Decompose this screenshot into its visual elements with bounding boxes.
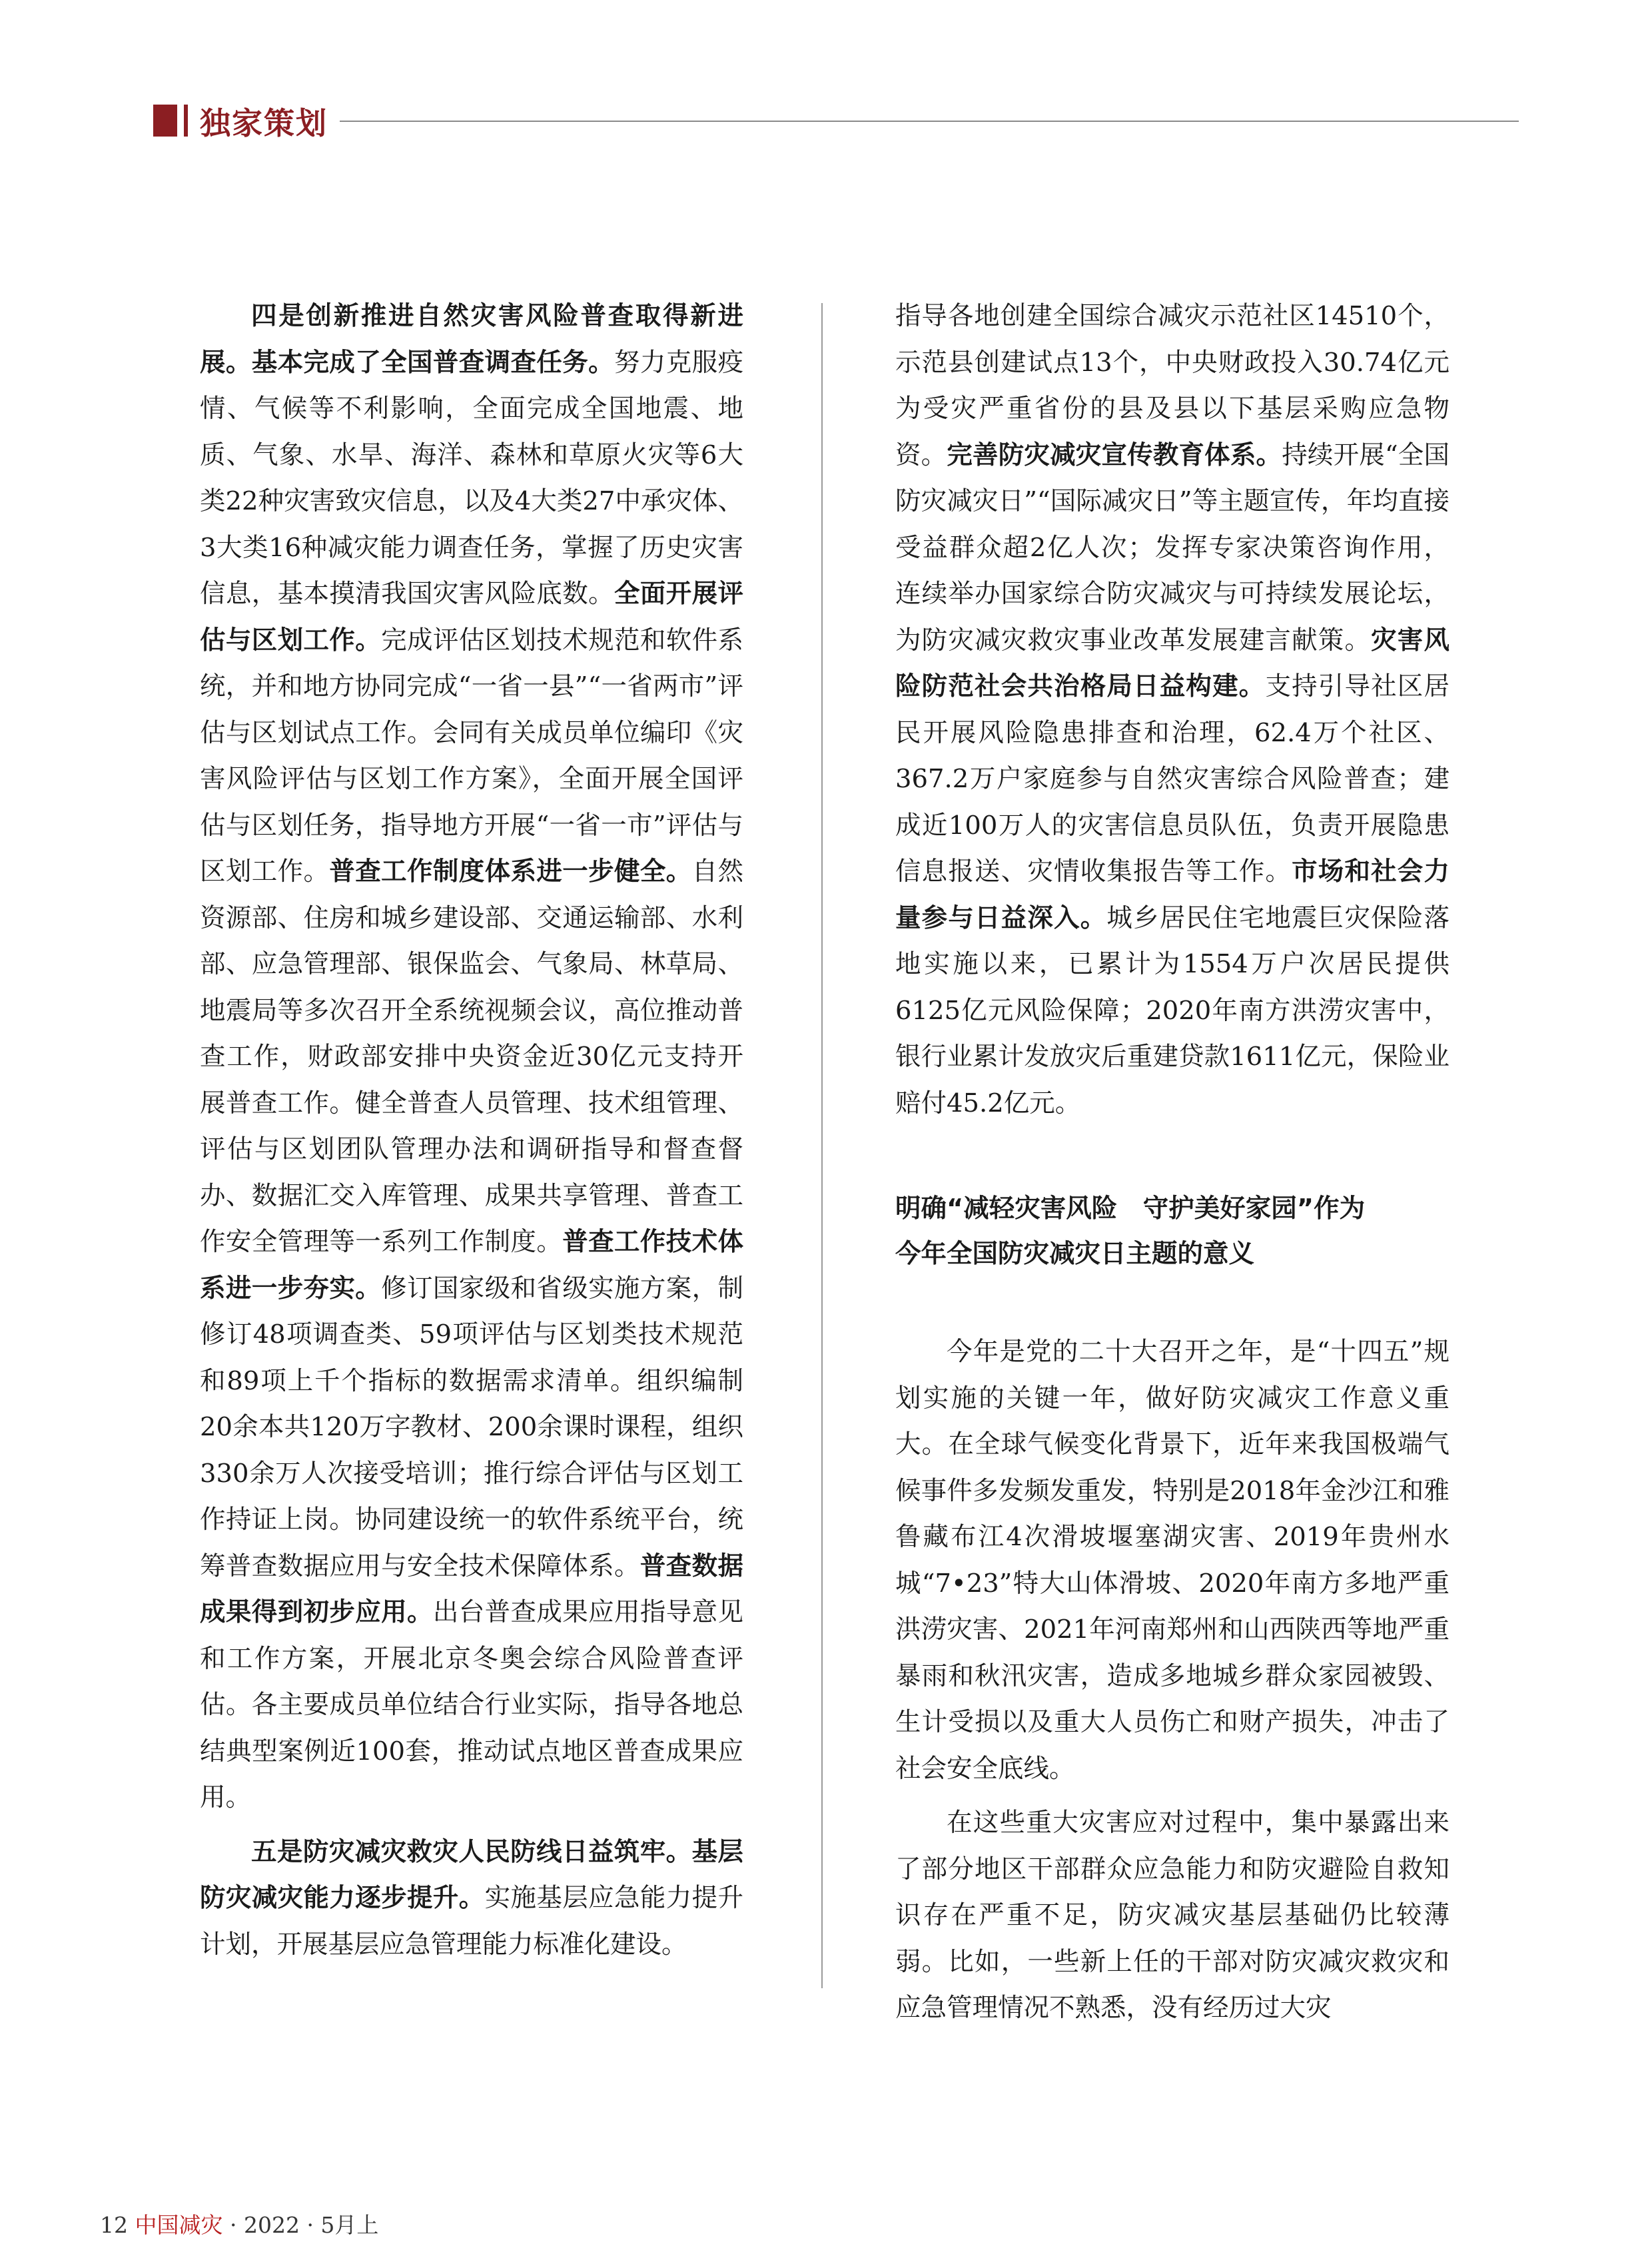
article-paragraph: 在这些重大灾害应对过程中，集中暴露出来了部分地区干部群众应急能力和防灾避险自救知识存在严重不足，防灾减灾基层基础仍比较薄弱。比如，一些新上任的干部对防灾减灾救灾和应急管理情况不熟悉，没有经历过大灾 [895, 1808, 1449, 2023]
run-bold: 普查工作制度体系进一步健全。 [329, 857, 692, 887]
page-footer [100, 2208, 378, 2239]
run-text: 修订国家级和省级实施方案，制修订48项调查类、59项评估与区划类技术规范和89项上千个指标的数据需求清单。组织编制20余本共120万字教材、200余课时课程，组织330余万人次接受培训；推行综合评估与区划工作持证上岗。协同建设统一的软件系统平台，统筹普查数据应用与安全技术保障体系。 [200, 1273, 743, 1581]
section-heading [895, 1186, 1449, 1277]
run-text: 出台普查成果应用指导意见和工作方案，开展北京冬奥会综合风险普查评估。各主要成员单位结合行业实际，指导各地总结典型案例近100套，推动试点地区普查成果应用。 [200, 1597, 743, 1812]
run-text: 完成评估区划技术规范和软件系统，并和地方协同完成“一省一县”“一省两市”评估与区划试点工作。会同有关成员单位编印《灾害风险评估与区划工作方案》，全面开展全国评估与区划任务，指导地方开展“一省一市”评估与区划工作。 [200, 625, 743, 887]
run-bold: 市场和社会力量参与日益深入。 [895, 857, 1449, 933]
page-header [140, 97, 1519, 143]
page-number: 12 [100, 2212, 128, 2238]
article-paragraph [200, 293, 743, 1821]
run-text: 实施基层应急能力提升计划，开展基层应急管理能力标准化建设。 [200, 1883, 743, 1960]
left-column [200, 293, 743, 1968]
run-bold: 灾害风险防范社会共治格局日益构建。 [895, 625, 1449, 701]
run-bold: 四是创新推进自然灾害风险普查取得新进展。 [200, 301, 743, 378]
column-divider [821, 303, 823, 1988]
run-text: 支持引导社区居民开展风险隐患排查和治理，62.4万个社区、367.2万户家庭参与自然灾害综合风险普查；建成近100万人的灾害信息员队伍，负责开展隐患信息报送、灾情收集报告等工作。 [895, 671, 1449, 887]
section-heading-line: 明确“减轻灾害风险 守护美好家园”作为 [895, 1194, 1366, 1224]
run-text: 持续开展“全国防灾减灾日”“国际减灾日”等主题宣传，年均直接受益群众超2亿人次；发挥专家决策咨询作用，连续举办国家综合防灾减灾与可持续发展论坛，为防灾减灾救灾事业改革发展建言献策。 [895, 440, 1449, 655]
run-bold: 基本完成了全国普查调查任务。 [251, 347, 614, 378]
right-column [895, 293, 1449, 2032]
article-paragraph [895, 293, 1449, 1126]
run-text: 城乡居民住宅地震巨灾保险落地实施以来，已累计为1554万户次居民提供6125亿元风险保障；2020年南方洪涝灾害中，银行业累计发放灾后重建贷款1611亿元，保险业赔付45.2亿元。 [895, 903, 1449, 1118]
article-paragraph: 今年是党的二十大召开之年，是“十四五”规划实施的关键一年，做好防灾减灾工作意义重大。在全球气候变化背景下，近年来我国极端气候事件多发频发重发，特别是2018年金沙江和雅鲁藏布江4次滑坡堰塞湖灾害、2019年贵州水城“7•23”特大山体滑坡、2020年南方多地严重洪涝灾害、2021年河南郑州和山西陕西等地严重暴雨和秋汛灾害，造成多地城乡群众家园被毁、生计受损以及重大人员伤亡和财产损失，冲击了社会安全底线。 [895, 1337, 1449, 1784]
header-bar-mark [184, 105, 188, 137]
header-rule [340, 121, 1519, 122]
run-bold: 普查工作技术体系进一步夯实。 [200, 1227, 743, 1304]
run-bold: 基层防灾减灾能力逐步提升。 [200, 1836, 743, 1913]
run-bold: 普查数据成果得到初步应用。 [200, 1551, 743, 1627]
run-bold: 完善防灾减灾宣传教育体系。 [947, 440, 1282, 470]
run-text: 努力克服疫情、气候等不利影响，全面完成全国地震、地质、气象、水旱、海洋、森林和草原火灾等6大类22种灾害致灾信息，以及4大类27中承灾体、3大类16种减灾能力调查任务，掌握了历史灾害信息，基本摸清我国灾害风险底数。 [200, 347, 743, 609]
magazine-name: 中国减灾 [135, 2212, 223, 2238]
issue-info: · 2022 · 5月上 [230, 2212, 379, 2238]
article-paragraph [200, 1829, 743, 1968]
header-square-mark [153, 105, 177, 137]
section-title: 独家策划 [200, 105, 328, 141]
run-text: 自然资源部、住房和城乡建设部、交通运输部、水利部、应急管理部、银保监会、气象局、林草局、地震局等多次召开全系统视频会议，高位推动普查工作，财政部安排中央资金近30亿元支持开展普查工作。健全普查人员管理、技术组管理、评估与区划团队管理办法和调研指导和督查督办、数据汇交入库管理、成果共享管理、普查工作安全管理等一系列工作制度。 [200, 857, 743, 1257]
section-heading-line: 今年全国防灾减灾日主题的意义 [895, 1239, 1255, 1269]
run-bold: 全面开展评估与区划工作。 [200, 579, 743, 655]
run-text: 指导各地创建全国综合减灾示范社区14510个，示范县创建试点13个，中央财政投入30.74亿元为受灾严重省份的县及县以下基层采购应急物资。 [895, 301, 1449, 470]
run-bold: 五是防灾减灾救灾人民防线日益筑牢。 [251, 1836, 692, 1867]
